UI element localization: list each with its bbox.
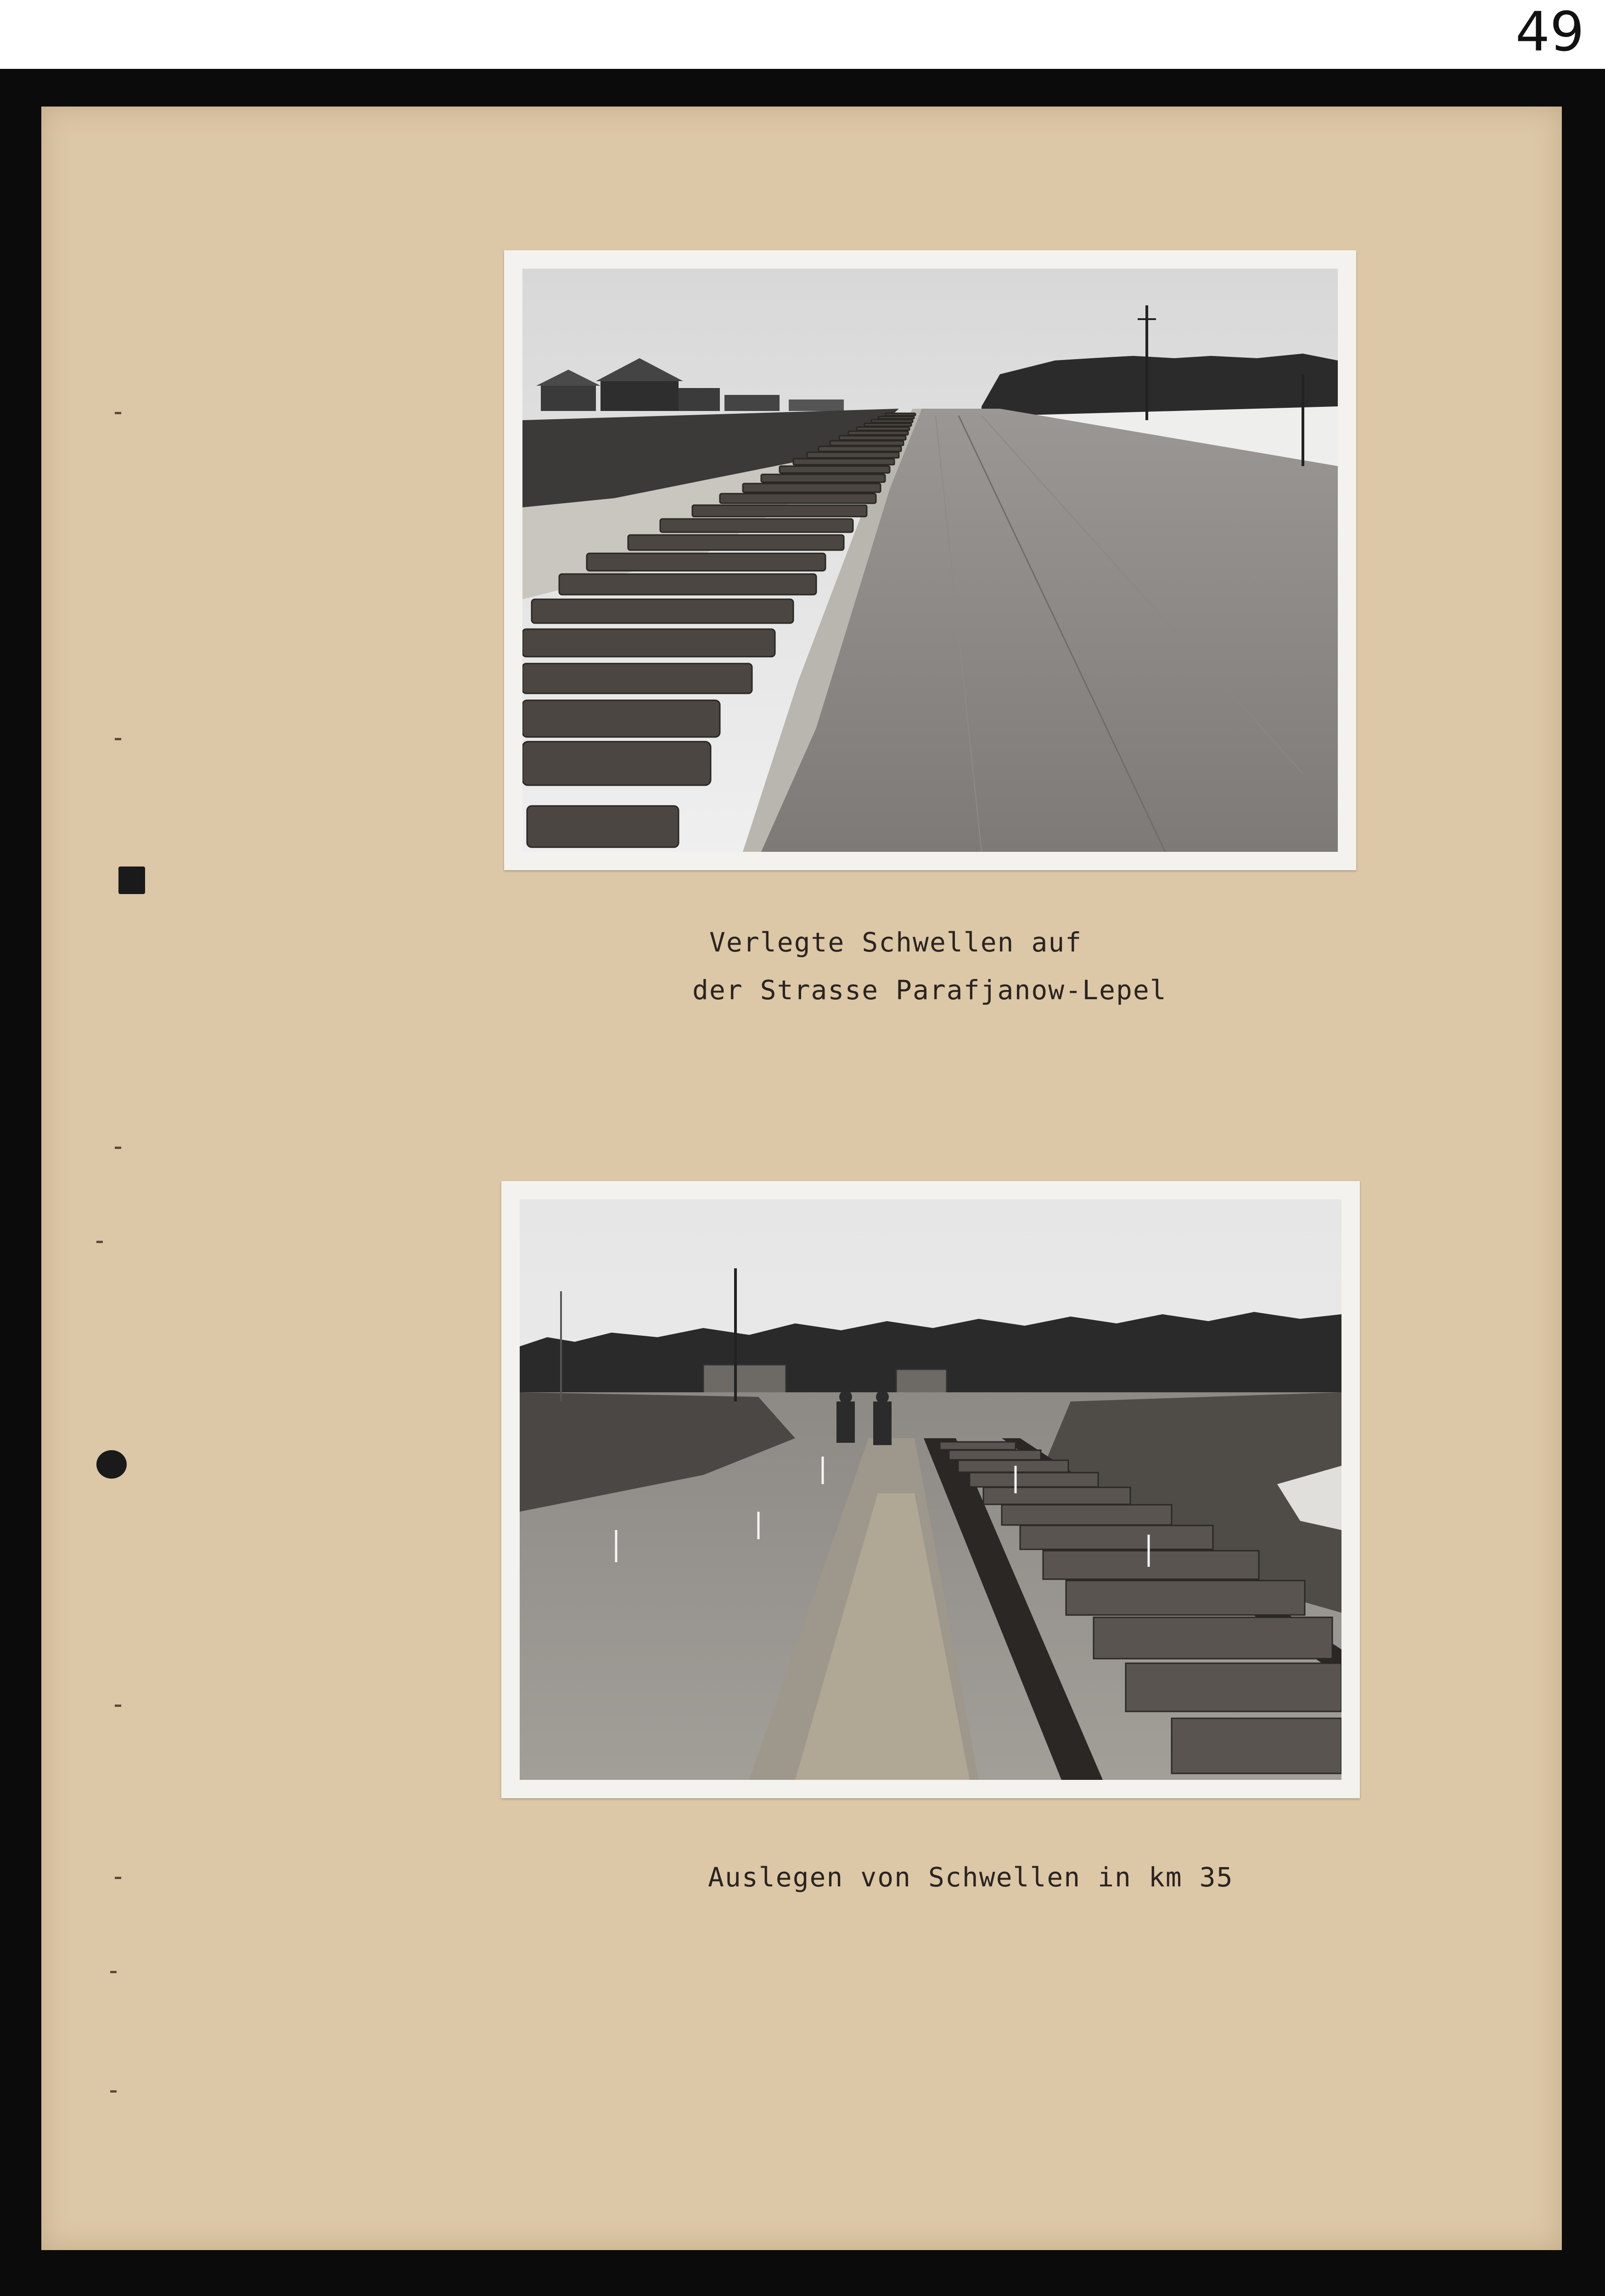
photo-laying-sleepers <box>501 1181 1360 1798</box>
photo2-caption: Auslegen von Schwellen in km 35 <box>708 1862 1234 1893</box>
photo1-caption-line1: Verlegte Schwellen auf <box>709 927 1083 958</box>
margin-mark <box>110 2090 117 2093</box>
photo1-caption-line2: der Strasse Parafjanow-Lepel <box>692 974 1167 1006</box>
margin-mark <box>115 738 121 740</box>
binding-hole-bottom <box>96 1450 127 1479</box>
margin-mark <box>115 1147 121 1149</box>
page-number: 49 <box>1515 0 1584 63</box>
binding-hole-top <box>118 867 145 894</box>
photo-laying-sleepers-image <box>520 1199 1341 1780</box>
margin-mark <box>115 412 121 414</box>
margin-mark <box>110 1971 117 1973</box>
margin-mark <box>115 1877 121 1879</box>
top-bar <box>0 0 1605 69</box>
margin-mark <box>96 1241 103 1243</box>
photo-road-sleepers <box>504 250 1356 870</box>
photo-road-sleepers-image <box>522 269 1338 852</box>
margin-mark <box>115 1705 121 1707</box>
